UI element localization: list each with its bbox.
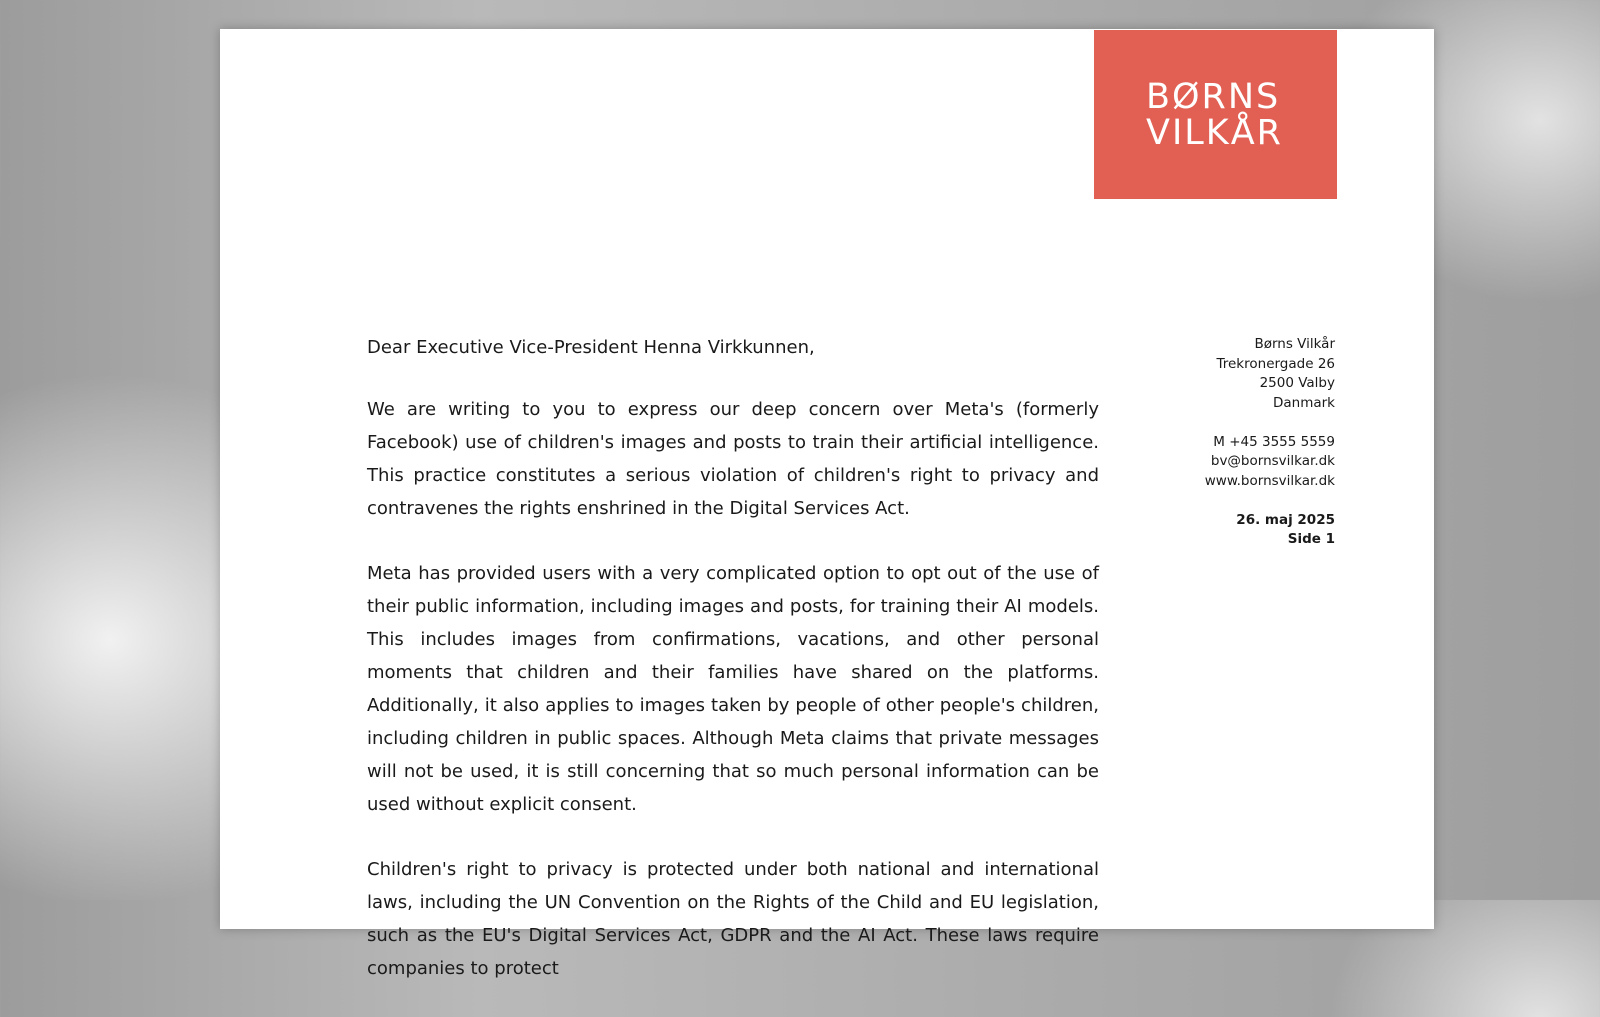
letter-page [220,29,1434,979]
salutation: Dear Executive Vice-President Henna Virkkunnen, [367,337,815,358]
paragraph-1: We are writing to you to express our deep concern over Meta's (formerly Facebook) use of children's images and posts to train their artificial intelligence. This practice constitutes a serious violation of children's right to privacy and contravenes the rights enshrined in the Digital Services Act. [367,399,1099,519]
paragraph-2: Meta has provided users with a very complicated option to opt out of the use of their public information, including images and posts, for training their AI models. This includes images from confirmations, vacations, and other personal moments that children and their families have shared on the platforms. Additionally, it also applies to images taken by people of other people's children, including children in public spaces. Although Meta claims that private messages will not be used, it is still concerning that so much personal information can be used without explicit consent. [367,563,1099,815]
sender-info [1205,335,1335,550]
sender-phone: M +45 3555 5559 [1213,433,1335,450]
sender-name: Børns Vilkår [1254,336,1335,352]
logo-line-1: BØRNS [1146,76,1281,117]
paragraph-3: Children's right to privacy is protected under both national and international laws, including the UN Convention on the Rights of the Child and EU legislation, such as the EU's Digital Services Act, GDPR and the AI Act. These laws require companies to protect [367,859,1099,979]
page-number: Side 1 [1287,531,1335,547]
letter-body [367,331,1099,1017]
organization-logo [1094,30,1337,199]
sender-city: 2500 Valby [1259,375,1335,391]
spacer [1205,413,1335,433]
sender-street: Trekronergade 26 [1216,355,1335,372]
spacer [1205,491,1335,511]
sender-email: bv@bornsvilkar.dk [1210,453,1335,469]
logo-line-2: VILKÅR [1146,112,1283,153]
letter-date: 26. maj 2025 [1236,511,1335,528]
sender-country: Danmark [1272,394,1335,411]
sender-website: www.bornsvilkar.dk [1204,472,1335,489]
